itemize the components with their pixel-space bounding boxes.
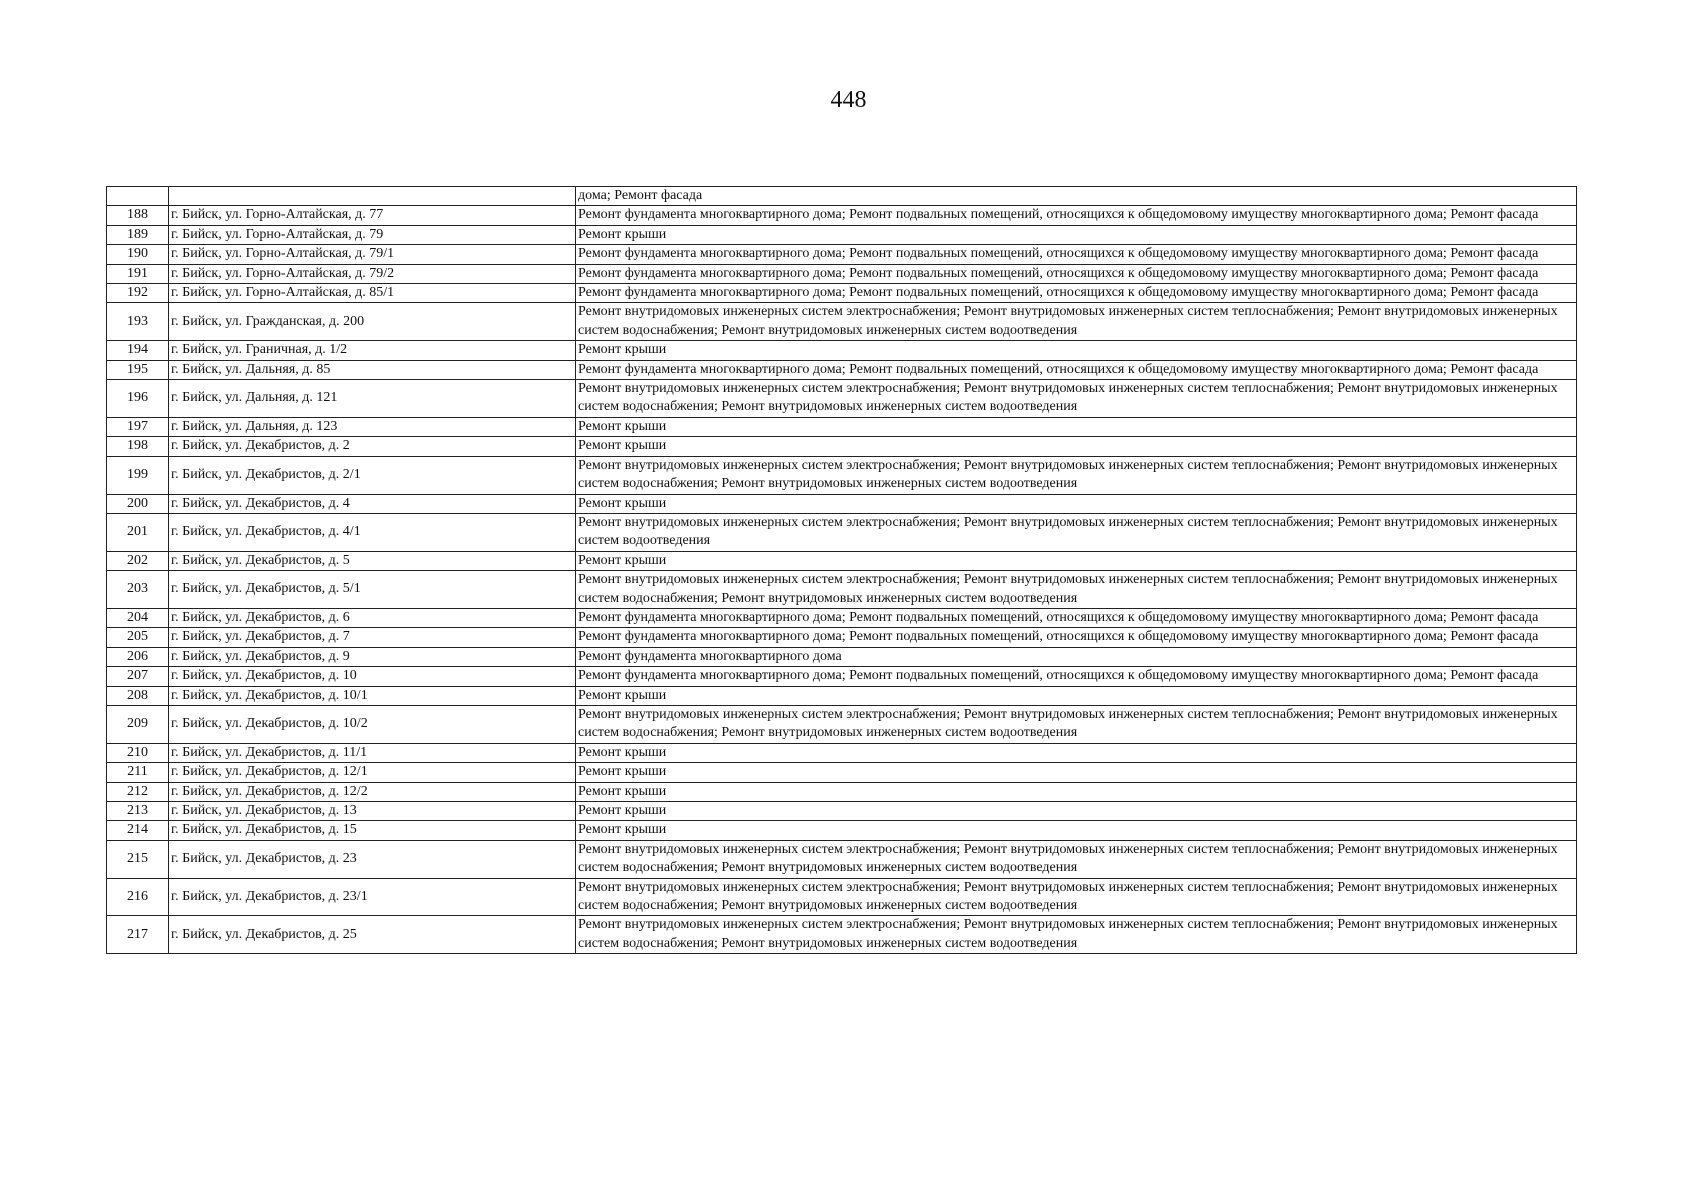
row-works: Ремонт внутридомовых инженерных систем электроснабжения; Ремонт внутридомовых инженерных систем теплоснабжения; Ремонт внутридомовых инженерных систем водоснабжения; Ремонт внутридомовых инженерных систем водоотведения (576, 878, 1577, 916)
row-number: 190 (107, 245, 169, 264)
table-row (107, 360, 1577, 379)
row-address: г. Бийск, ул. Декабристов, д. 12/2 (169, 782, 576, 801)
row-works: Ремонт фундамента многоквартирного дома; Ремонт подвальных помещений, относящихся к общедомовому имуществу многоквартирного дома; Ремонт фасада (576, 245, 1577, 264)
table-row (107, 608, 1577, 627)
row-works: Ремонт внутридомовых инженерных систем электроснабжения; Ремонт внутридомовых инженерных систем теплоснабжения; Ремонт внутридомовых инженерных систем водоснабжения; Ремонт внутридомовых инженерных систем водоотведения (576, 840, 1577, 878)
row-number: 214 (107, 821, 169, 840)
row-address: г. Бийск, ул. Декабристов, д. 4/1 (169, 513, 576, 551)
row-address: г. Бийск, ул. Декабристов, д. 10/2 (169, 705, 576, 743)
row-number: 188 (107, 206, 169, 225)
repair-works-table (106, 186, 1577, 954)
row-number: 211 (107, 763, 169, 782)
table-row (107, 206, 1577, 225)
row-number: 200 (107, 494, 169, 513)
row-address: г. Бийск, ул. Декабристов, д. 11/1 (169, 743, 576, 762)
row-number: 203 (107, 571, 169, 609)
table-row (107, 628, 1577, 647)
row-address: г. Бийск, ул. Декабристов, д. 9 (169, 647, 576, 666)
table-row (107, 647, 1577, 666)
row-number: 212 (107, 782, 169, 801)
table-row (107, 686, 1577, 705)
table-row (107, 782, 1577, 801)
page-number: 448 (830, 87, 867, 113)
row-number: 192 (107, 284, 169, 303)
row-address: г. Бийск, ул. Гражданская, д. 200 (169, 303, 576, 341)
row-number: 198 (107, 437, 169, 456)
table-row (107, 456, 1577, 494)
row-address: г. Бийск, ул. Граничная, д. 1/2 (169, 341, 576, 360)
row-address: г. Бийск, ул. Декабристов, д. 15 (169, 821, 576, 840)
table-row (107, 417, 1577, 436)
row-address: г. Бийск, ул. Горно-Алтайская, д. 79/2 (169, 264, 576, 283)
row-works: Ремонт фундамента многоквартирного дома; Ремонт подвальных помещений, относящихся к общедомовому имуществу многоквартирного дома; Ремонт фасада (576, 608, 1577, 627)
row-works: Ремонт крыши (576, 437, 1577, 456)
table-row (107, 380, 1577, 418)
table-row (107, 513, 1577, 551)
row-works: Ремонт крыши (576, 225, 1577, 244)
row-works: Ремонт внутридомовых инженерных систем электроснабжения; Ремонт внутридомовых инженерных систем теплоснабжения; Ремонт внутридомовых инженерных систем водоснабжения; Ремонт внутридомовых инженерных систем водоотведения (576, 705, 1577, 743)
row-address: г. Бийск, ул. Декабристов, д. 4 (169, 494, 576, 513)
row-address: г. Бийск, ул. Декабристов, д. 23 (169, 840, 576, 878)
table-row (107, 763, 1577, 782)
row-number: 208 (107, 686, 169, 705)
row-works: Ремонт крыши (576, 743, 1577, 762)
table-row (107, 571, 1577, 609)
table-row (107, 494, 1577, 513)
row-address: г. Бийск, ул. Декабристов, д. 2 (169, 437, 576, 456)
row-address: г. Бийск, ул. Горно-Алтайская, д. 77 (169, 206, 576, 225)
table-row (107, 878, 1577, 916)
row-address: г. Бийск, ул. Дальняя, д. 121 (169, 380, 576, 418)
table-row (107, 667, 1577, 686)
row-address: г. Бийск, ул. Декабристов, д. 7 (169, 628, 576, 647)
row-works: Ремонт крыши (576, 763, 1577, 782)
row-address: г. Бийск, ул. Декабристов, д. 10 (169, 667, 576, 686)
row-works: Ремонт крыши (576, 494, 1577, 513)
row-number: 217 (107, 916, 169, 954)
row-works: Ремонт крыши (576, 802, 1577, 821)
row-works: Ремонт фундамента многоквартирного дома (576, 647, 1577, 666)
row-number: 210 (107, 743, 169, 762)
row-number: 191 (107, 264, 169, 283)
row-address: г. Бийск, ул. Дальняя, д. 123 (169, 417, 576, 436)
row-works: Ремонт крыши (576, 551, 1577, 570)
row-address: г. Бийск, ул. Горно-Алтайская, д. 79 (169, 225, 576, 244)
row-works: Ремонт фундамента многоквартирного дома; Ремонт подвальных помещений, относящихся к общедомовому имуществу многоквартирного дома; Ремонт фасада (576, 264, 1577, 283)
table-row (107, 264, 1577, 283)
row-number: 206 (107, 647, 169, 666)
table-row (107, 551, 1577, 570)
row-address: г. Бийск, ул. Декабристов, д. 5/1 (169, 571, 576, 609)
row-address: г. Бийск, ул. Декабристов, д. 23/1 (169, 878, 576, 916)
row-works: Ремонт крыши (576, 782, 1577, 801)
table-row (107, 840, 1577, 878)
row-number: 201 (107, 513, 169, 551)
row-works: Ремонт фундамента многоквартирного дома; Ремонт подвальных помещений, относящихся к общедомовому имуществу многоквартирного дома; Ремонт фасада (576, 667, 1577, 686)
row-number: 197 (107, 417, 169, 436)
table-row (107, 705, 1577, 743)
row-number: 209 (107, 705, 169, 743)
row-address (169, 187, 576, 206)
table-row (107, 341, 1577, 360)
table-row (107, 225, 1577, 244)
row-works: Ремонт фундамента многоквартирного дома; Ремонт подвальных помещений, относящихся к общедомовому имуществу многоквартирного дома; Ремонт фасада (576, 360, 1577, 379)
row-works: Ремонт внутридомовых инженерных систем электроснабжения; Ремонт внутридомовых инженерных систем теплоснабжения; Ремонт внутридомовых инженерных систем водоснабжения; Ремонт внутридомовых инженерных систем водоотведения (576, 380, 1577, 418)
row-number: 215 (107, 840, 169, 878)
continuation-row (107, 187, 1577, 206)
row-works: Ремонт фундамента многоквартирного дома; Ремонт подвальных помещений, относящихся к общедомовому имуществу многоквартирного дома; Ремонт фасада (576, 628, 1577, 647)
row-works: Ремонт фундамента многоквартирного дома; Ремонт подвальных помещений, относящихся к общедомовому имуществу многоквартирного дома; Ремонт фасада (576, 206, 1577, 225)
row-number: 194 (107, 341, 169, 360)
row-number: 207 (107, 667, 169, 686)
row-address: г. Бийск, ул. Декабристов, д. 10/1 (169, 686, 576, 705)
row-works: Ремонт внутридомовых инженерных систем электроснабжения; Ремонт внутридомовых инженерных систем теплоснабжения; Ремонт внутридомовых инженерных систем водоснабжения; Ремонт внутридомовых инженерных систем водоотведения (576, 303, 1577, 341)
table-row (107, 802, 1577, 821)
row-address: г. Бийск, ул. Горно-Алтайская, д. 85/1 (169, 284, 576, 303)
table-row (107, 743, 1577, 762)
table-row (107, 821, 1577, 840)
table-row (107, 916, 1577, 954)
row-works: Ремонт внутридомовых инженерных систем электроснабжения; Ремонт внутридомовых инженерных систем теплоснабжения; Ремонт внутридомовых инженерных систем водоснабжения; Ремонт внутридомовых инженерных систем водоотведения (576, 456, 1577, 494)
row-works: Ремонт крыши (576, 821, 1577, 840)
row-number: 202 (107, 551, 169, 570)
row-address: г. Бийск, ул. Декабристов, д. 12/1 (169, 763, 576, 782)
row-address: г. Бийск, ул. Дальняя, д. 85 (169, 360, 576, 379)
row-address: г. Бийск, ул. Декабристов, д. 13 (169, 802, 576, 821)
row-number: 196 (107, 380, 169, 418)
row-works: Ремонт крыши (576, 417, 1577, 436)
row-address: г. Бийск, ул. Декабристов, д. 2/1 (169, 456, 576, 494)
row-number: 213 (107, 802, 169, 821)
row-number: 205 (107, 628, 169, 647)
row-works: Ремонт фундамента многоквартирного дома; Ремонт подвальных помещений, относящихся к общедомовому имуществу многоквартирного дома; Ремонт фасада (576, 284, 1577, 303)
row-works: Ремонт внутридомовых инженерных систем электроснабжения; Ремонт внутридомовых инженерных систем теплоснабжения; Ремонт внутридомовых инженерных систем водоснабжения; Ремонт внутридомовых инженерных систем водоотведения (576, 571, 1577, 609)
table-row (107, 437, 1577, 456)
table-row (107, 284, 1577, 303)
row-number (107, 187, 169, 206)
row-number: 199 (107, 456, 169, 494)
row-works: Ремонт крыши (576, 686, 1577, 705)
row-number: 195 (107, 360, 169, 379)
row-works: дома; Ремонт фасада (576, 187, 1577, 206)
row-address: г. Бийск, ул. Горно-Алтайская, д. 79/1 (169, 245, 576, 264)
table-row (107, 303, 1577, 341)
row-number: 204 (107, 608, 169, 627)
row-address: г. Бийск, ул. Декабристов, д. 5 (169, 551, 576, 570)
row-number: 216 (107, 878, 169, 916)
row-works: Ремонт крыши (576, 341, 1577, 360)
table-row (107, 245, 1577, 264)
row-works: Ремонт внутридомовых инженерных систем электроснабжения; Ремонт внутридомовых инженерных систем теплоснабжения; Ремонт внутридомовых инженерных систем водоснабжения; Ремонт внутридомовых инженерных систем водоотведения (576, 916, 1577, 954)
table-body (107, 187, 1577, 954)
row-number: 189 (107, 225, 169, 244)
row-number: 193 (107, 303, 169, 341)
row-works: Ремонт внутридомовых инженерных систем электроснабжения; Ремонт внутридомовых инженерных систем теплоснабжения; Ремонт внутридомовых инженерных систем водоотведения (576, 513, 1577, 551)
row-address: г. Бийск, ул. Декабристов, д. 6 (169, 608, 576, 627)
row-address: г. Бийск, ул. Декабристов, д. 25 (169, 916, 576, 954)
